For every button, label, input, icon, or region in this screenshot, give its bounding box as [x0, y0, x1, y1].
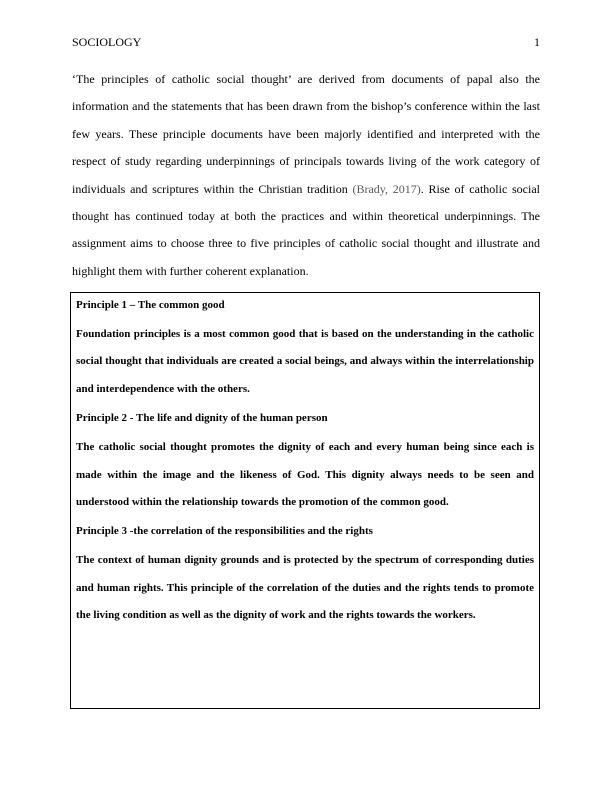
intro-text: ‘The principles of catholic social thought’ are derived from documents of papal also the information and the statements that has been drawn from the bishop’s conference within the last few years. These principle documents have been majorly identified and interpreted with the respect of study regarding underpinnings of principals towards living of the work category of individuals and scriptures within the Christian tradition [72, 72, 540, 196]
intro-text-continued: . Rise of catholic social thought has continued today at both the practices and within theoretical underpinnings. The assignment aims to choose three to five principles of catholic social thought and illustrate and highlight them with further coherent explanation. [72, 181, 540, 278]
principle-1-text: Foundation principles is a most common good that is based on the understanding in the catholic social thought that individuals are created a social beings, and always within the interrelationship and interdependence with the others. [76, 328, 534, 395]
principle-3-heading: Principle 3 -the correlation of the responsibilities and the rights [76, 525, 373, 538]
principle-3-text: The context of human dignity grounds and is protected by the spectrum of corresponding duties and human rights. This principle of the correlation of the duties and the rights tends to promote the living condition as well as the dignity of work and the rights towards the workers. [76, 554, 534, 622]
principles-box [70, 292, 540, 709]
principle-1-heading: Principle 1 – The common good [76, 299, 225, 311]
running-head: SOCIOLOGY [72, 35, 142, 49]
citation: (Brady, 2017) [352, 181, 421, 196]
page-header [72, 35, 540, 50]
page-number: 1 [534, 35, 540, 49]
principle-2-heading: Principle 2 - The life and dignity of the human person [76, 412, 328, 425]
principle-2-text: The catholic social thought promotes the dignity of each and every human being since each is made within the image and the likeness of God. This dignity always needs to be seen and understood within the relationship towards the promotion of the common good. [76, 441, 534, 509]
intro-paragraph [72, 66, 540, 285]
